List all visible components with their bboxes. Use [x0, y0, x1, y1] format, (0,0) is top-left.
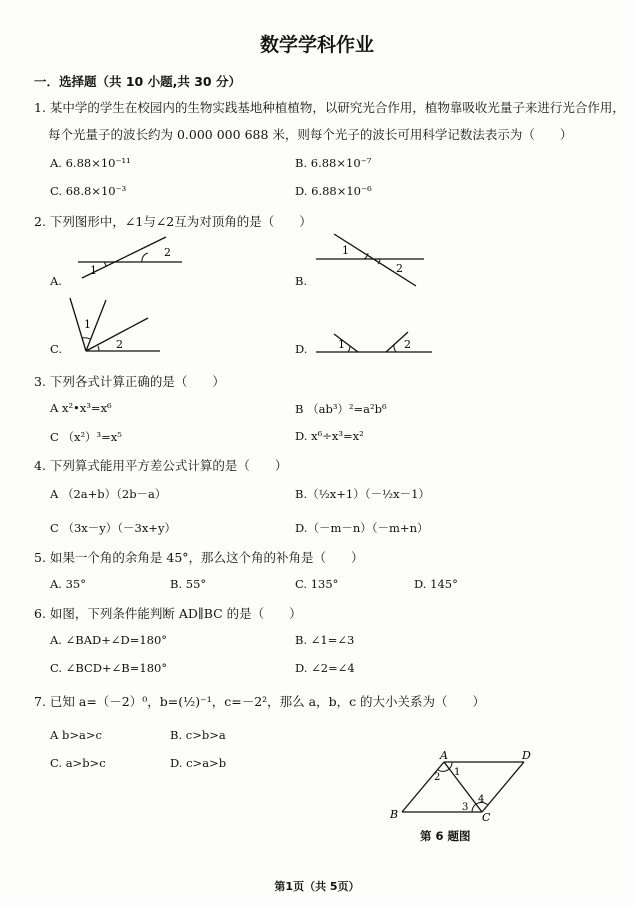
q1-option-a[interactable]: A. 6.88×10⁻¹¹ [50, 156, 131, 170]
q2-figure-b [312, 230, 427, 290]
fig-label-a: A [440, 749, 448, 762]
fig-angle-1: 1 [454, 767, 461, 778]
q1-option-c[interactable]: C. 68.8×10⁻³ [50, 184, 127, 198]
q3-option-a[interactable]: A x²•x³=x⁶ [50, 401, 112, 415]
q2-option-c[interactable]: C. [50, 342, 63, 356]
q3-option-b[interactable]: B （ab³）²=a²b⁶ [295, 402, 387, 416]
page-footer: 第1页（共 5页） [274, 880, 360, 893]
q4-option-a[interactable]: A （2a+b）（2b－a） [50, 487, 167, 501]
q1-option-b[interactable]: B. 6.88×10⁻⁷ [295, 156, 372, 170]
q3-option-d[interactable]: D. x⁶÷x³=x² [295, 429, 364, 443]
q2c-angle1-label: 1 [84, 318, 91, 331]
figure-caption: 第 6 题图 [420, 829, 471, 843]
q6-stem: 6. 如图，下列条件能判断 AD∥BC 的是（ ） [34, 606, 302, 621]
fig-angle-2: 2 [434, 772, 441, 783]
q1-option-d[interactable]: D. 6.88×10⁻⁶ [295, 184, 372, 198]
q5-option-d[interactable]: D. 145° [414, 577, 458, 591]
fig-angle-4: 4 [478, 794, 485, 805]
fig-label-d: D [522, 749, 531, 762]
q7-option-c[interactable]: C. a>b>c [50, 756, 106, 770]
q2b-angle1-label: 1 [342, 244, 349, 257]
q6-option-a[interactable]: A. ∠BAD+∠D=180° [50, 633, 168, 647]
q7-option-a[interactable]: A b>a>c [50, 728, 102, 742]
q5-option-c[interactable]: C. 135° [295, 577, 339, 591]
q2-figure-d [312, 326, 436, 358]
q4-option-c[interactable]: C （3x－y）（－3x+y） [50, 521, 176, 535]
q3-stem: 3. 下列各式计算正确的是（ ） [34, 374, 225, 389]
q6-parallelogram-figure [386, 748, 536, 824]
q2a-angle2-label: 2 [164, 246, 171, 259]
q2a-angle1-label: 1 [90, 264, 97, 277]
q6-option-c[interactable]: C. ∠BCD+∠B=180° [50, 661, 168, 675]
q7-stem: 7. 已知 a=（－2）⁰，b=(½)⁻¹，c=－2²，那么 a，b，c 的大小关系为（ ） [34, 694, 486, 709]
q2c-angle2-label: 2 [116, 338, 123, 351]
q4-option-b[interactable]: B.（½x+1）（－½x－1） [295, 487, 430, 501]
page-title: 数学学科作业 [259, 34, 374, 56]
q1-stem-line2: 每个光量子的波长约为 0.000 000 688 米，则每个光子的波长可用科学记数法表示为（ ） [48, 127, 573, 142]
q7-option-d[interactable]: D. c>a>b [170, 756, 227, 770]
q6-option-d[interactable]: D. ∠2=∠4 [295, 661, 355, 675]
q2d-angle1-label: 1 [338, 338, 345, 351]
q5-option-b[interactable]: B. 55° [170, 577, 207, 591]
q6-option-b[interactable]: B. ∠1=∠3 [295, 633, 355, 647]
q2-figure-c [66, 296, 166, 356]
section-heading: 一．选择题（共 10 小题,共 30 分） [34, 74, 241, 89]
q5-stem: 5. 如果一个角的余角是 45°，那么这个角的补角是（ ） [34, 550, 364, 565]
q2-stem: 2. 下列图形中，∠1与∠2互为对顶角的是（ ） [34, 214, 312, 229]
q4-stem: 4. 下列算式能用平方差公式计算的是（ ） [34, 458, 288, 473]
q4-option-d[interactable]: D.（－m－n）（－m+n） [295, 521, 429, 535]
q2-option-a[interactable]: A. [50, 274, 62, 288]
fig-label-b: B [390, 808, 399, 821]
q2-option-d[interactable]: D. [295, 342, 308, 356]
q2d-angle2-label: 2 [404, 338, 411, 351]
q2b-angle2-label: 2 [396, 262, 403, 275]
q5-option-a[interactable]: A. 35° [50, 577, 86, 591]
q1-stem-line1: 1. 某中学的学生在校园内的生物实践基地种植植物，以研究光合作用，植物靠吸收光量子来进行光合作用， [34, 100, 625, 115]
q7-option-b[interactable]: B. c>b>a [170, 728, 226, 742]
q3-option-c[interactable]: C （x²）³=x⁵ [50, 430, 122, 444]
fig-angle-3: 3 [462, 802, 469, 813]
q2-figure-a [78, 232, 188, 280]
q2-option-b[interactable]: B. [295, 274, 308, 288]
fig-label-c: C [482, 811, 491, 824]
